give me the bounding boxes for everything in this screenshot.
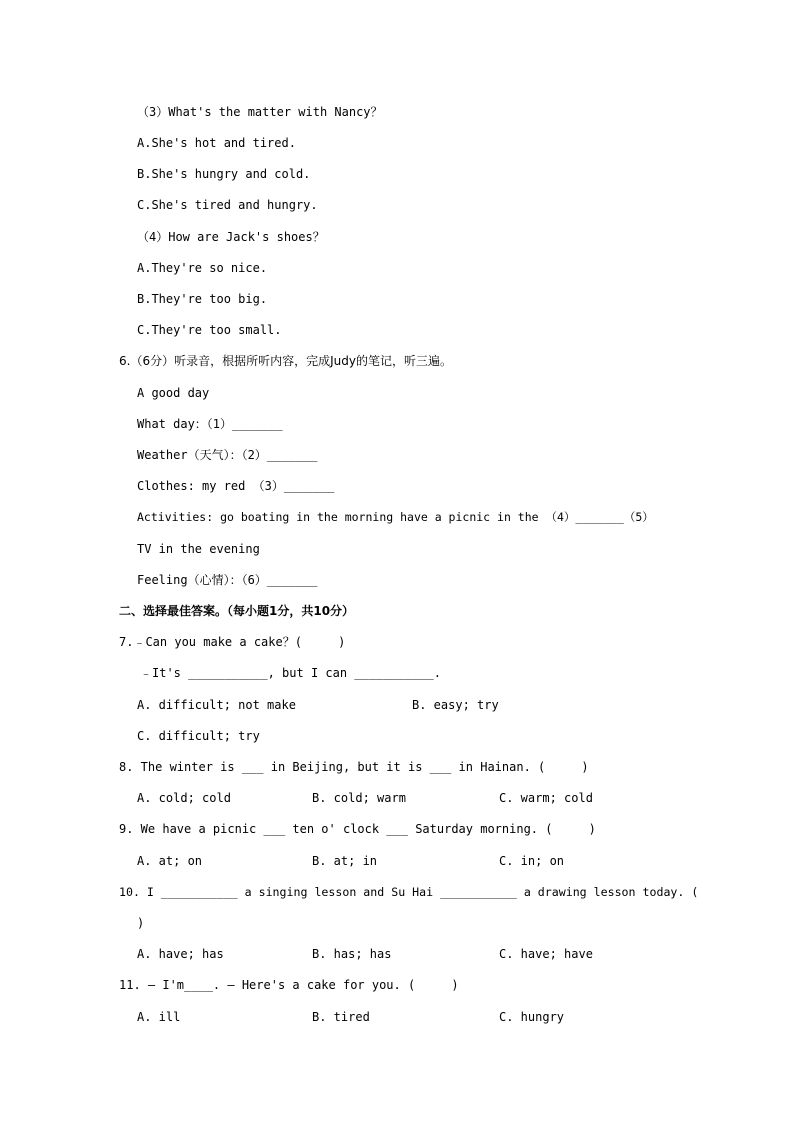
q5-sub3-option-a: A.She's hot and tired. — [137, 136, 296, 150]
q10-option-b: B. has; has — [312, 947, 392, 961]
q9-question: 9. We have a picnic ___ ten o' clock ___ Saturday morning. ( ) — [119, 822, 596, 836]
q9-option-a: A. at; on — [137, 854, 203, 868]
q8-option-b: B. cold; warm — [312, 791, 406, 805]
q10-option-c: C. have; have — [499, 947, 593, 961]
q6-line-day: What day：（1）_______ — [137, 417, 283, 431]
q10-option-a: A. have; has — [137, 947, 224, 961]
q7-option-c: C. difficult; try — [137, 729, 260, 743]
q10-continuation: ) — [137, 916, 145, 930]
q6-heading: 6.（6分）听录音，根据所听内容，完成Judy的笔记，听三遍。 — [119, 354, 452, 368]
q5-sub3-option-b: B.She's hungry and cold. — [137, 167, 311, 181]
q7-line2: ﹣It's ___________, but I can ___________. — [140, 666, 441, 680]
q6-line-title: A good day — [137, 386, 210, 400]
q11-option-b: B. tired — [312, 1010, 370, 1024]
q8-option-a: A. cold; cold — [137, 791, 231, 805]
q11-option-a: A. ill — [137, 1010, 181, 1024]
section-2-heading: 二、选择最佳答案。（每小题1分，共10分） — [119, 604, 355, 618]
q5-sub4-option-b: B.They're too big. — [137, 292, 268, 306]
q5-sub4-option-c: C.They're too small. — [137, 323, 282, 337]
q11-question: 11. — I'm____. — Here's a cake for you. ( ) — [119, 978, 459, 992]
q6-line-weather: Weather（天气）：（2）_______ — [137, 448, 318, 462]
q6-line-activities: Activities: go boating in the morning have a picnic in the （4）_______（5） — [137, 510, 654, 524]
q9-option-c: C. in; on — [499, 854, 565, 868]
q5-sub3-question: （3）What's the matter with Nancy？ — [137, 105, 383, 119]
q9-option-b: B. at; in — [312, 854, 378, 868]
q7-option-a: A. difficult; not make — [137, 698, 296, 712]
q5-sub4-option-a: A.They're so nice. — [137, 261, 268, 275]
q10-question: 10. I ___________ a singing lesson and Su Hai ___________ a drawing lesson today. ( — [119, 885, 699, 899]
q6-line-clothes: Clothes: my red （3）_______ — [137, 479, 335, 493]
q5-sub3-option-c: C.She's tired and hungry. — [137, 198, 318, 212]
q11-option-c: C. hungry — [499, 1010, 565, 1024]
q7-question: 7.﹣Can you make a cake？( ) — [119, 635, 346, 649]
q8-option-c: C. warm; cold — [499, 791, 593, 805]
q8-question: 8. The winter is ___ in Beijing, but it is ___ in Hainan. ( ) — [119, 760, 589, 774]
q7-option-b: B. easy; try — [412, 698, 499, 712]
q6-line-tv: TV in the evening — [137, 542, 260, 556]
q5-sub4-question: （4）How are Jack's shoes？ — [137, 230, 325, 244]
q6-line-feeling: Feeling（心情）：（6）_______ — [137, 573, 318, 587]
